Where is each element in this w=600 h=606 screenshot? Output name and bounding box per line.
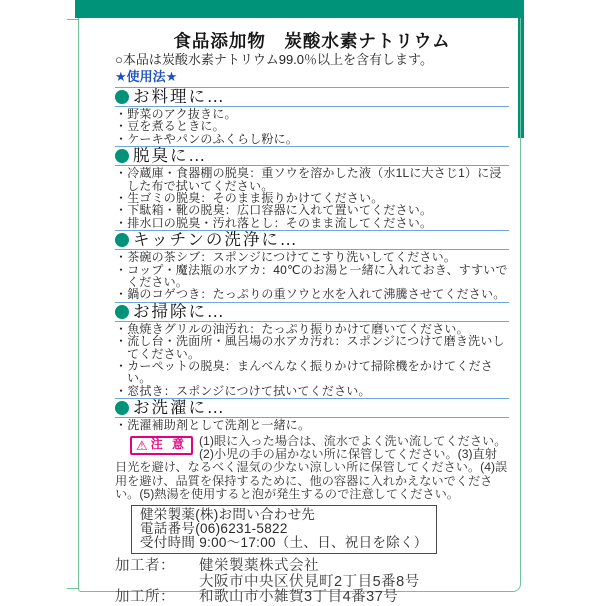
section-title: お洗濯に… — [133, 397, 226, 417]
list-item: ・ 鍋のコゲつき：たっぷりの重ソウと水を入れて沸騰させてください。 — [115, 288, 509, 300]
processor-maker-name: 健栄製薬株式会社 — [199, 558, 319, 575]
top-teal-bar — [75, 0, 524, 18]
section-bullet-icon — [115, 149, 129, 163]
list-item: ・ ケーキやパンのふくらし粉に。 — [115, 133, 509, 145]
processor-plant-address: 和歌山市小雑賀3丁目4番37号 — [199, 589, 399, 606]
caution-badge-label: 注 意 — [150, 437, 187, 452]
list-item: ・ 茶碗の茶シブ：スポンジにつけてこすり洗いしてください。 — [115, 251, 509, 263]
contact-hours: 受付時間 9:00～17:00（土、日、祝日を除く） — [140, 535, 428, 551]
content-claim: ○本品は炭酸水素ナトリウム99.0％以上を含有します。 — [115, 52, 433, 67]
processor-plant-row — [115, 590, 509, 606]
section-cooking — [115, 87, 509, 146]
contact-box — [131, 505, 437, 555]
section-kitchen-cleaning-items — [115, 250, 509, 301]
label-panel — [78, 18, 521, 606]
list-item: ・ 排水口の脱臭・汚れ落とし：そのまま流してください。 — [115, 217, 509, 229]
section-deodorizing — [115, 146, 509, 230]
contact-company: 健栄製薬(株)お問い合わせ先 — [140, 506, 316, 522]
caution-badge — [130, 436, 193, 455]
processor-plant-label: 加工所： — [115, 589, 175, 606]
section-bullet-icon — [115, 90, 129, 104]
usage-heading: ★使用法★ — [115, 68, 178, 84]
section-title: お料理に… — [133, 86, 226, 106]
section-bullet-icon — [115, 305, 129, 319]
list-item: ・ 冷蔵庫・食器棚の脱臭：重ソウを溶かした液（水1Lに大さじ1）に浸した布で拭いてください。 — [115, 167, 509, 192]
section-deodorizing-items — [115, 166, 509, 229]
section-housecleaning — [115, 302, 509, 398]
list-item: ・ 魚焼きグリルの油汚れ：たっぷり振りかけて磨いてください。 — [115, 323, 509, 335]
section-deodorizing-header — [115, 146, 509, 167]
caution-block — [115, 435, 509, 502]
list-item: ・ 流し台・洗面所・風呂場の水アカ汚れ：スポンジにつけて磨き洗いしてください。 — [115, 335, 509, 360]
list-item: ・ 下駄箱・靴の脱臭：広口容器に入れて置いてください。 — [115, 204, 509, 216]
section-housecleaning-header — [115, 302, 509, 323]
processor-maker-row — [115, 559, 509, 575]
product-title: 食品添加物 炭酸水素ナトリウム — [173, 31, 451, 51]
list-item: ・ 窓拭き：スポンジにつけて拭いてください。 — [115, 385, 509, 397]
section-kitchen-cleaning-header — [115, 230, 509, 251]
section-housecleaning-items — [115, 322, 509, 398]
section-title: お掃除に… — [133, 301, 226, 321]
processor-maker-address: 大阪市中央区伏見町2丁目5番8号 — [199, 573, 420, 590]
processor-block — [115, 559, 509, 606]
warning-triangle-icon: ⚠ — [136, 437, 148, 453]
list-item: ・ 生ゴミの脱臭：そのまま振りかけてください。 — [115, 192, 509, 204]
section-bullet-icon — [115, 401, 129, 415]
list-item: ・ 豆を煮るときに。 — [115, 120, 509, 132]
fold-mark-bottom — [67, 588, 78, 589]
section-laundry — [115, 398, 509, 433]
fold-mark-top — [67, 19, 78, 20]
contact-phone: 電話番号(06)6231-5822 — [140, 520, 288, 536]
list-item: ・ カーペットの脱臭：まんべんなく振りかけて掃除機をかけてください。 — [115, 360, 509, 385]
list-item: ・ コップ・魔法瓶の水アカ：40℃のお湯と一緒に入れておき、すすいでください。 — [115, 264, 509, 289]
list-item: ・ 野菜のアク抜きに。 — [115, 108, 509, 120]
processor-maker-label: 加工者： — [115, 558, 175, 575]
section-laundry-items — [115, 418, 509, 432]
list-item: ・ 洗濯補助剤として洗剤と一緒に。 — [115, 419, 509, 431]
section-laundry-header — [115, 398, 509, 419]
caution-text: (1)眼に入った場合は、流水でよく洗い流してください。(2)小児の手の届かない所に保管してください。(3)直射日光を避け、なるべく湿気の少ない涼しい所に保管してください。(4)誤用を避け、品質を保持するために、他の容器に入れかえないでください。(5)熱湯を使用すると泡が発生するので注意してください。 — [115, 433, 508, 502]
section-cooking-header — [115, 87, 509, 108]
section-kitchen-cleaning — [115, 230, 509, 302]
section-title: 脱臭に… — [133, 145, 207, 165]
section-cooking-items — [115, 107, 509, 146]
section-bullet-icon — [115, 233, 129, 247]
section-title: キッチンの洗浄に… — [133, 229, 299, 249]
